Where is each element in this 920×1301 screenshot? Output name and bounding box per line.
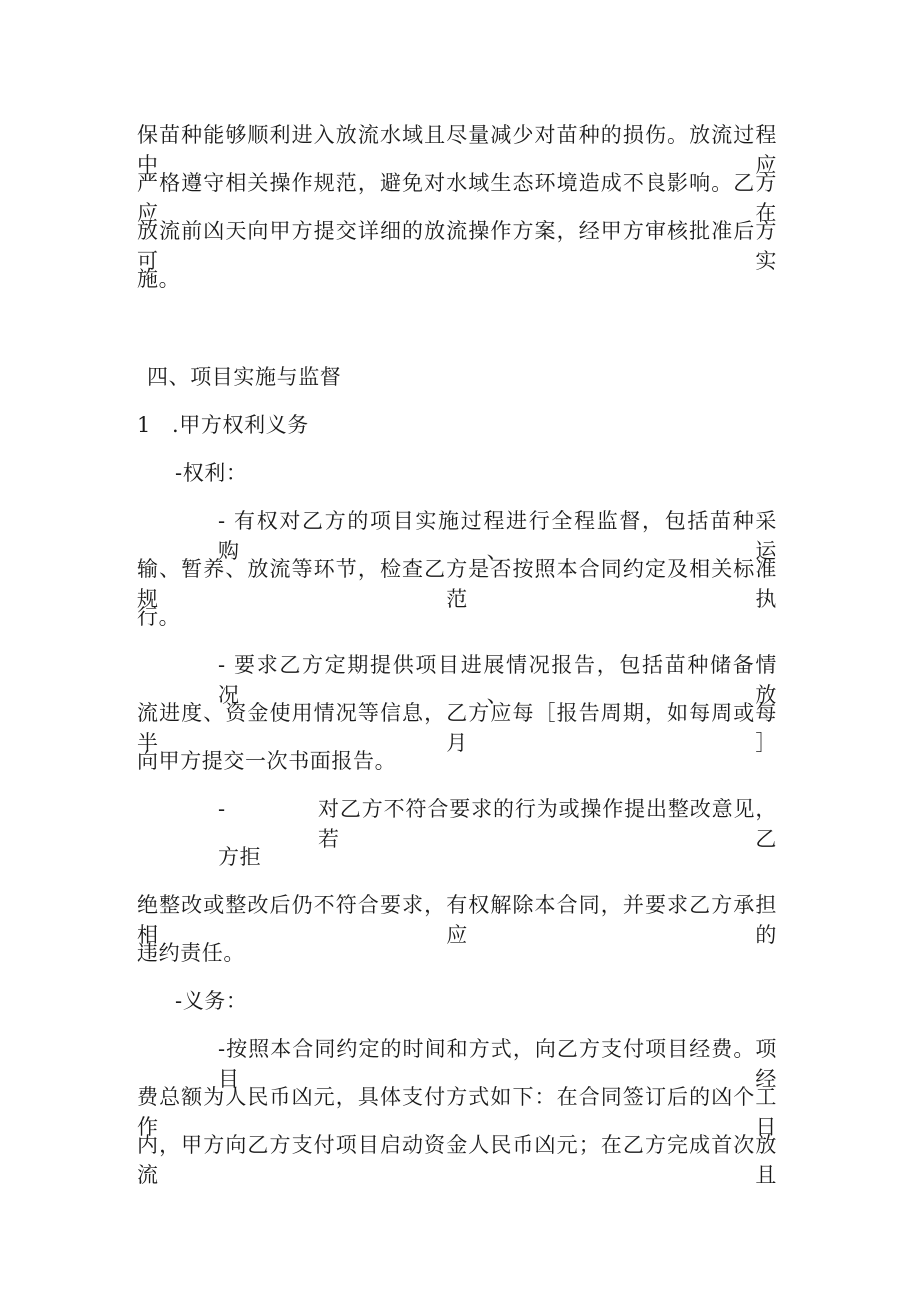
- right3-cont-line1: 绝整改或整改后仍不符合要求，有权解除本合同，并要求乙方承担相应的: [137, 893, 777, 947]
- duties-label: -义务：: [175, 989, 248, 1013]
- section-heading: 四、项目实施与监督: [147, 365, 342, 389]
- para1-line2: 严格遵守相关操作规范，避免对水域生态环境造成不良影响。乙方应在: [137, 171, 777, 225]
- duty1-line3: 内，甲方向乙方支付项目启动资金人民币凶元；在乙方完成首次放流且: [137, 1133, 777, 1187]
- duty1-line2: 费总额为人民币凶元，具体支付方式如下：在合同签订后的凶个工作日: [137, 1085, 777, 1139]
- right3-tail: 方拒: [218, 845, 262, 869]
- right3-line1: 对乙方不符合要求的行为或操作提出整改意见，若乙: [318, 797, 777, 851]
- right3-cont-line2: 违约责任。: [137, 941, 245, 965]
- sub-heading-number: 1: [137, 413, 151, 437]
- duty1-line1: -按照本合同约定的时间和方式，向乙方支付项目经费。项目经: [218, 1037, 777, 1091]
- sub-heading-text: .甲方权利义务: [172, 413, 309, 437]
- para1-line1: 保苗种能够顺利进入放流水域且尽量减少对苗种的损伤。放流过程中应: [137, 123, 777, 177]
- right1-line1: - 有权对乙方的项目实施过程进行全程监督，包括苗种采购、运: [218, 509, 777, 563]
- right2-line1: - 要求乙方定期提供项目进展情况报告，包括苗种储备情况、放: [218, 653, 777, 707]
- rights-label: -权利：: [175, 461, 248, 485]
- para1-line4: 施。: [137, 267, 181, 291]
- right1-line3: 行。: [137, 605, 181, 629]
- para1-line3: 放流前凶天向甲方提交详细的放流操作方案，经甲方审核批准后方可实: [137, 219, 777, 273]
- right3-dash: -: [218, 797, 226, 821]
- right2-line2: 流进度、资金使用情况等信息，乙方应每［报告周期，如每周或每半月］: [137, 701, 777, 755]
- right2-line3: 向甲方提交一次书面报告。: [137, 749, 397, 773]
- right1-line2: 输、暂养、放流等环节，检查乙方是否按照本合同约定及相关标准规范执: [137, 557, 777, 611]
